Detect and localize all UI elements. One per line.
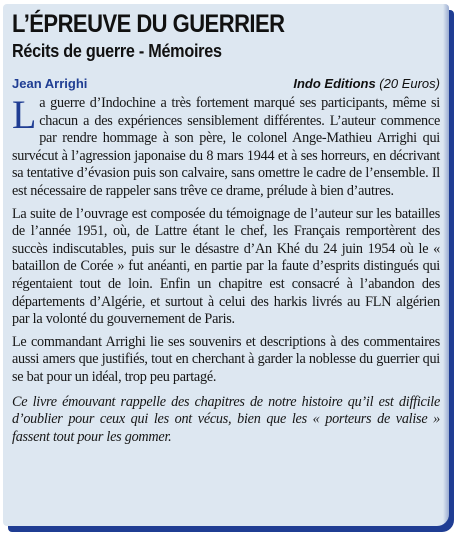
paragraph-1-text: a guerre d’Indochine a très fortement marqué ses participants, même si chacun a des expériences sensiblement différentes. L’auteur commence par rendre hommage à son père, le colonel Ange-Mathieu Arrighi qui survécut à l’agression japonaise du 8 mars 1944 et à ses horreurs, en décrivant sa tentative d’évasion puis son calvaire, sans omettre le cadre de l’ensemble. Il est nécessaire de rappeler sans trêve ce drame, prélude à bien d’autres. (12, 95, 440, 199)
closing-paragraph: Ce livre émouvant rappelle des chapitres de notre histoire qu’il est difficile d’oublier pour ceux qui les ont vécus, bien que les « porteurs de valise » fassent tout pour les gommer. (12, 393, 440, 445)
review-body (12, 92, 440, 451)
paragraph-3: Le commandant Arrighi lie ses souvenirs et descriptions à des commentaires aussi amers que justifiés, tout en cherchant à garder la noblesse du guerrier qui se bat pour un idéal, trop peu partagé. (12, 333, 440, 385)
publisher-info (293, 75, 440, 93)
book-price: (20 Euros) (375, 76, 440, 91)
book-review-card (3, 4, 449, 526)
byline (12, 75, 440, 93)
publisher-name: Indo Editions (293, 76, 376, 91)
book-title: L’ÉPREUVE DU GUERRIER (12, 10, 285, 38)
paragraph-1 (12, 92, 440, 201)
paragraph-2: La suite de l’ouvrage est composée du témoignage de l’auteur sur les batailles de l’année 1951, où, de Lattre étant le chef, les Français remportèrent des succès indiscutables, puis sur le désastre d’An Khé du 24 juin 1954 où le « bataillon de Corée » fut anéanti, en partie par la faute d’esprits distingués qui régentaient tout de loin. Enfin un chapitre est consacré à l’abandon des départements d’Algérie, et surtout à celui des harkis livrés au FLN algérien par la volonté du gouvernement de Paris. (12, 205, 440, 328)
drop-cap: L (12, 92, 37, 137)
author-name: Jean Arrighi (12, 76, 88, 91)
book-subtitle: Récits de guerre - Mémoires (12, 41, 222, 61)
